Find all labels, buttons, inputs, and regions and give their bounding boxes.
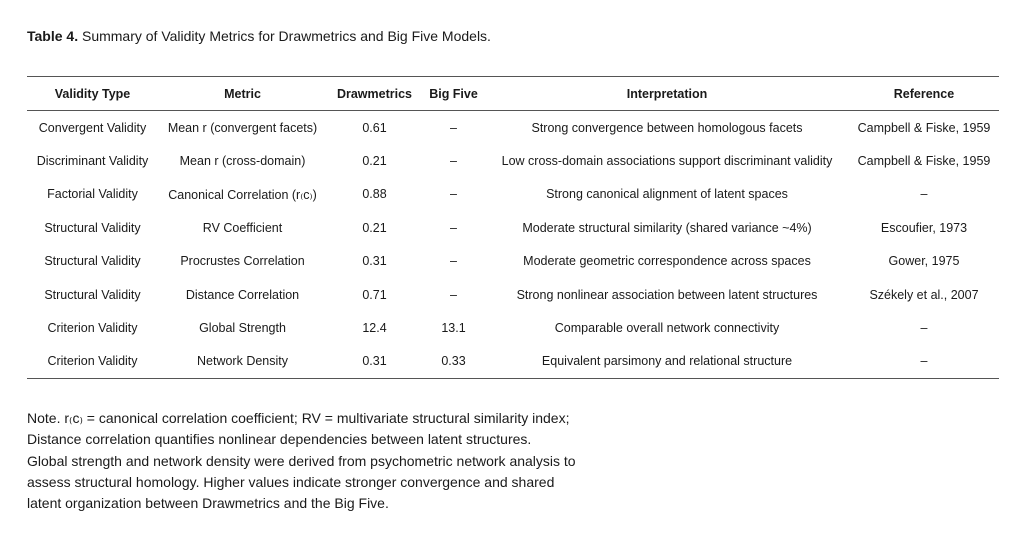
header-reference: Reference [893,86,955,101]
cell-big-five: – [450,220,457,235]
note-line: latent organization between Drawmetrics and the Big Five. [27,495,389,512]
cell-big-five: – [450,287,457,302]
cell-interpretation: Strong canonical alignment of latent spaces [546,187,788,202]
cell-interpretation: Comparable overall network connectivity [554,321,780,336]
cell-validity-type: Structural Validity [44,254,141,269]
cell-drawmetrics: 0.21 [362,220,387,235]
validity-metrics-table [27,76,999,379]
cell-interpretation: Strong nonlinear association between latent structures [516,287,818,302]
cell-validity-type: Factorial Validity [47,187,138,202]
cell-validity-type: Structural Validity [44,220,141,235]
cell-metric: Mean r (cross-domain) [179,154,306,169]
note-line: Distance correlation quantifies nonlinear dependencies between latent structures. [27,431,532,448]
header-big-five: Big Five [429,86,478,101]
note-line: assess structural homology. Higher values indicate stronger convergence and shared [27,473,555,490]
cell-metric: Procrustes Correlation [180,254,305,269]
header-validity-type: Validity Type [54,86,131,101]
cell-metric: Network Density [197,354,288,369]
cell-big-five: – [450,120,457,135]
cell-reference: – [920,187,928,202]
cell-big-five: – [450,154,457,169]
cell-interpretation: Moderate structural similarity (shared variance ~4%) [522,220,812,235]
cell-reference: – [920,354,928,369]
table-row [27,144,999,177]
note-line: Global strength and network density were derived from psychometric network analysis to [27,452,576,469]
cell-big-five: – [450,187,457,202]
header-metric: Metric [224,86,261,101]
cell-big-five: 13.1 [441,321,466,336]
cell-reference: Gower, 1975 [888,254,960,269]
cell-drawmetrics: 0.31 [362,354,387,369]
table-row [27,345,999,379]
caption-text: Summary of Validity Metrics for Drawmetrics and Big Five Models. [78,28,491,44]
cell-validity-type: Discriminant Validity [36,154,149,169]
caption-label: Table 4. [27,28,79,44]
table-row [27,311,999,344]
cell-reference: Campbell & Fiske, 1959 [857,154,991,169]
cell-validity-type: Criterion Validity [47,354,138,369]
cell-validity-type: Criterion Validity [47,321,138,336]
cell-metric: Global Strength [199,321,286,336]
cell-metric: Distance Correlation [185,287,300,302]
cell-interpretation: Equivalent parsimony and relational structure [541,354,793,369]
header-interpretation: Interpretation [626,86,708,101]
table-row [27,278,999,311]
cell-big-five: 0.33 [441,354,466,369]
cell-big-five: – [450,254,457,269]
cell-reference: – [920,321,928,336]
cell-interpretation: Low cross-domain associations support discriminant validity [501,154,833,169]
cell-metric: RV Coefficient [202,220,283,235]
cell-drawmetrics: 12.4 [362,321,387,336]
cell-metric: Canonical Correlation (r₍c₎) [168,187,317,202]
cell-validity-type: Structural Validity [44,287,141,302]
cell-metric: Mean r (convergent facets) [167,120,318,135]
cell-drawmetrics: 0.88 [362,187,387,202]
header-drawmetrics: Drawmetrics [336,86,413,101]
cell-validity-type: Convergent Validity [38,120,147,135]
cell-drawmetrics: 0.31 [362,254,387,269]
table-row [27,111,999,145]
table-row [27,178,999,211]
table-header-row [27,77,999,111]
table-row [27,245,999,278]
cell-drawmetrics: 0.61 [362,120,387,135]
cell-interpretation: Strong convergence between homologous facets [531,120,803,135]
cell-reference: Escoufier, 1973 [880,220,968,235]
note-line: Note. r₍c₎ = canonical correlation coefficient; RV = multivariate structural similarity index; [27,410,570,426]
cell-drawmetrics: 0.21 [362,154,387,169]
table-caption [27,27,491,45]
cell-interpretation: Moderate geometric correspondence across spaces [523,254,811,269]
table-note [27,408,576,514]
cell-reference: Campbell & Fiske, 1959 [857,120,991,135]
cell-drawmetrics: 0.71 [362,287,387,302]
cell-reference: Székely et al., 2007 [869,287,979,302]
table-row [27,211,999,244]
